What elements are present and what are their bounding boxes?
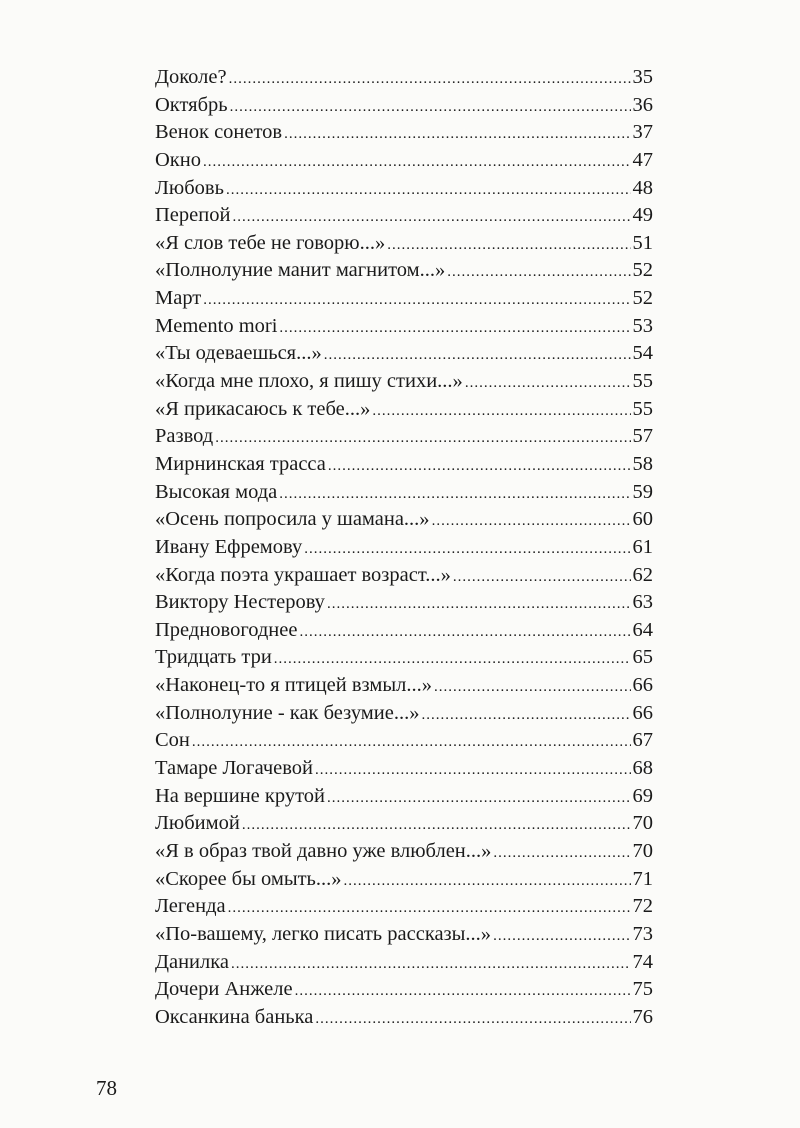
toc-entry-page: 36 (632, 93, 653, 116)
toc-entry-title: Окно (155, 148, 201, 171)
toc-entry-page: 72 (632, 895, 653, 918)
toc-entry-title: «Наконец-то я птицей взмыл...» (155, 674, 432, 697)
toc-entry (155, 285, 653, 313)
toc-entry (155, 672, 653, 700)
dot-leader (328, 453, 631, 481)
toc-entry-page: 75 (632, 978, 653, 1001)
toc-entry (155, 617, 653, 645)
toc-entry (155, 396, 653, 424)
page-number: 78 (96, 1076, 117, 1100)
toc-entry-title: «Я в образ твой давно уже влюблен...» (155, 839, 492, 862)
toc-entry-title: Данилка (155, 950, 230, 973)
toc-entry-page: 73 (632, 922, 653, 945)
table-of-contents (155, 64, 653, 1031)
toc-entry (155, 562, 653, 590)
toc-entry-title: «Когда поэта украшает возраст...» (155, 563, 451, 586)
dot-leader (315, 757, 630, 785)
toc-entry (155, 423, 653, 451)
toc-entry (155, 866, 653, 894)
toc-entry-page: 68 (632, 757, 653, 780)
toc-entry-title: «Полнолуние - как безумие...» (155, 701, 420, 724)
dot-leader (434, 674, 631, 702)
toc-entry-title: «Я прикасаюсь к тебе...» (155, 397, 371, 420)
toc-entry (155, 479, 653, 507)
toc-entry-title: «Я слов тебе не говорю...» (155, 231, 386, 254)
dot-leader (299, 619, 630, 647)
dot-leader (304, 536, 630, 564)
toc-entry-page: 67 (632, 729, 653, 752)
dot-leader (372, 398, 630, 426)
dot-leader (387, 232, 630, 260)
toc-entry-page: 60 (632, 508, 653, 531)
toc-entry (155, 810, 653, 838)
toc-entry-title: Любовь (155, 176, 224, 199)
dot-leader (327, 785, 631, 813)
toc-entry (155, 783, 653, 811)
dot-leader (242, 812, 631, 840)
toc-entry-page: 49 (632, 204, 653, 227)
toc-entry-title: Мирнинская трасса (155, 452, 326, 475)
toc-entry-title: Венок сонетов (155, 121, 283, 144)
toc-entry (155, 727, 653, 755)
toc-entry-title: Перепой (155, 204, 231, 227)
toc-entry-title: «Ты одеваешься...» (155, 342, 322, 365)
toc-entry-page: 74 (632, 950, 653, 973)
toc-entry-title: Октябрь (155, 93, 228, 116)
toc-entry-page: 51 (632, 231, 653, 254)
toc-entry (155, 451, 653, 479)
toc-entry (155, 313, 653, 341)
toc-entry (155, 368, 653, 396)
dot-leader (295, 978, 631, 1006)
toc-entry-page: 63 (632, 591, 653, 614)
toc-entry-page: 52 (632, 287, 653, 310)
dot-leader (421, 702, 630, 730)
toc-entry-page: 61 (632, 535, 653, 558)
toc-entry (155, 589, 653, 617)
dot-leader (279, 315, 630, 343)
dot-leader (493, 840, 630, 868)
toc-entry-title: Сон (155, 729, 190, 752)
dot-leader (203, 287, 630, 315)
toc-entry-title: Ивану Ефремову (155, 535, 303, 558)
toc-entry (155, 257, 653, 285)
dot-leader (203, 149, 631, 177)
toc-entry-page: 70 (632, 812, 653, 835)
toc-entry (155, 755, 653, 783)
toc-entry (155, 506, 653, 534)
dot-leader (315, 1006, 630, 1034)
toc-entry-page: 47 (632, 148, 653, 171)
dot-leader (231, 951, 630, 979)
toc-entry-title: «По-вашему, легко писать рассказы...» (155, 922, 492, 945)
toc-entry (155, 949, 653, 977)
toc-entry-page: 37 (632, 121, 653, 144)
toc-entry-title: Предновогоднее (155, 618, 298, 641)
toc-entry-page: 53 (632, 314, 653, 337)
toc-entry-page: 66 (632, 701, 653, 724)
toc-entry-page: 57 (632, 425, 653, 448)
dot-leader (447, 259, 630, 287)
toc-entry-title: «Полнолуние манит магнитом...» (155, 259, 446, 282)
toc-entry-title: Высокая мода (155, 480, 278, 503)
toc-entry (155, 230, 653, 258)
toc-entry-title: Тамаре Логачевой (155, 757, 314, 780)
dot-leader (230, 94, 631, 122)
dot-leader (324, 342, 631, 370)
toc-entry-page: 55 (632, 397, 653, 420)
toc-entry-page: 62 (632, 563, 653, 586)
toc-entry-title: На вершине крутой (155, 784, 325, 807)
toc-entry-page: 48 (632, 176, 653, 199)
dot-leader (229, 66, 631, 94)
toc-entry (155, 340, 653, 368)
toc-entry (155, 700, 653, 728)
toc-entry (155, 976, 653, 1004)
toc-entry-title: Любимой (155, 812, 240, 835)
toc-entry-title: Доколе? (155, 66, 227, 88)
dot-leader (279, 481, 630, 509)
dot-leader (192, 729, 631, 757)
toc-entry-title: Тридцать три (155, 646, 272, 669)
dot-leader (228, 895, 631, 923)
toc-entry-page: 64 (632, 618, 653, 641)
dot-leader (465, 370, 631, 398)
toc-entry (155, 1004, 653, 1032)
toc-entry (155, 534, 653, 562)
toc-entry (155, 147, 653, 175)
toc-entry-page: 76 (632, 1005, 653, 1028)
toc-entry (155, 838, 653, 866)
toc-entry-title: «Когда мне плохо, я пишу стихи...» (155, 370, 463, 393)
toc-entry (155, 175, 653, 203)
dot-leader (215, 425, 630, 453)
toc-entry-title: «Скорее бы омыть...» (155, 867, 342, 890)
dot-leader (226, 177, 631, 205)
toc-entry-title: Легенда (155, 895, 226, 918)
toc-entry-page: 52 (632, 259, 653, 282)
dot-leader (274, 646, 631, 674)
toc-entry-page: 71 (632, 867, 653, 890)
dot-leader (493, 923, 630, 951)
dot-leader (344, 868, 631, 896)
toc-entry (155, 644, 653, 672)
toc-entry-page: 66 (632, 674, 653, 697)
toc-entry-page: 35 (632, 66, 653, 88)
toc-entry-page: 70 (632, 839, 653, 862)
toc-entry-page: 59 (632, 480, 653, 503)
toc-entry (155, 202, 653, 230)
dot-leader (232, 204, 630, 232)
toc-entry (155, 893, 653, 921)
toc-entry-page: 58 (632, 452, 653, 475)
dot-leader (327, 591, 631, 619)
toc-entry-title: Оксанкина банька (155, 1005, 314, 1028)
toc-entry-title: Memento mori (155, 314, 278, 337)
toc-entry-page: 65 (632, 646, 653, 669)
dot-leader (284, 121, 630, 149)
toc-entry-title: «Осень попросила у шамана...» (155, 508, 430, 531)
toc-entry (155, 921, 653, 949)
toc-entry-title: Виктору Нестерову (155, 591, 325, 614)
toc-entry-title: Развод (155, 425, 214, 448)
toc-entry (155, 92, 653, 120)
toc-entry-title: Март (155, 287, 202, 310)
dot-leader (432, 508, 631, 536)
toc-entry (155, 119, 653, 147)
dot-leader (453, 564, 631, 592)
toc-entry-page: 55 (632, 370, 653, 393)
toc-entry-page: 54 (632, 342, 653, 365)
toc-entry (155, 64, 653, 92)
toc-entry-title: Дочери Анжеле (155, 978, 293, 1001)
toc-entry-page: 69 (632, 784, 653, 807)
